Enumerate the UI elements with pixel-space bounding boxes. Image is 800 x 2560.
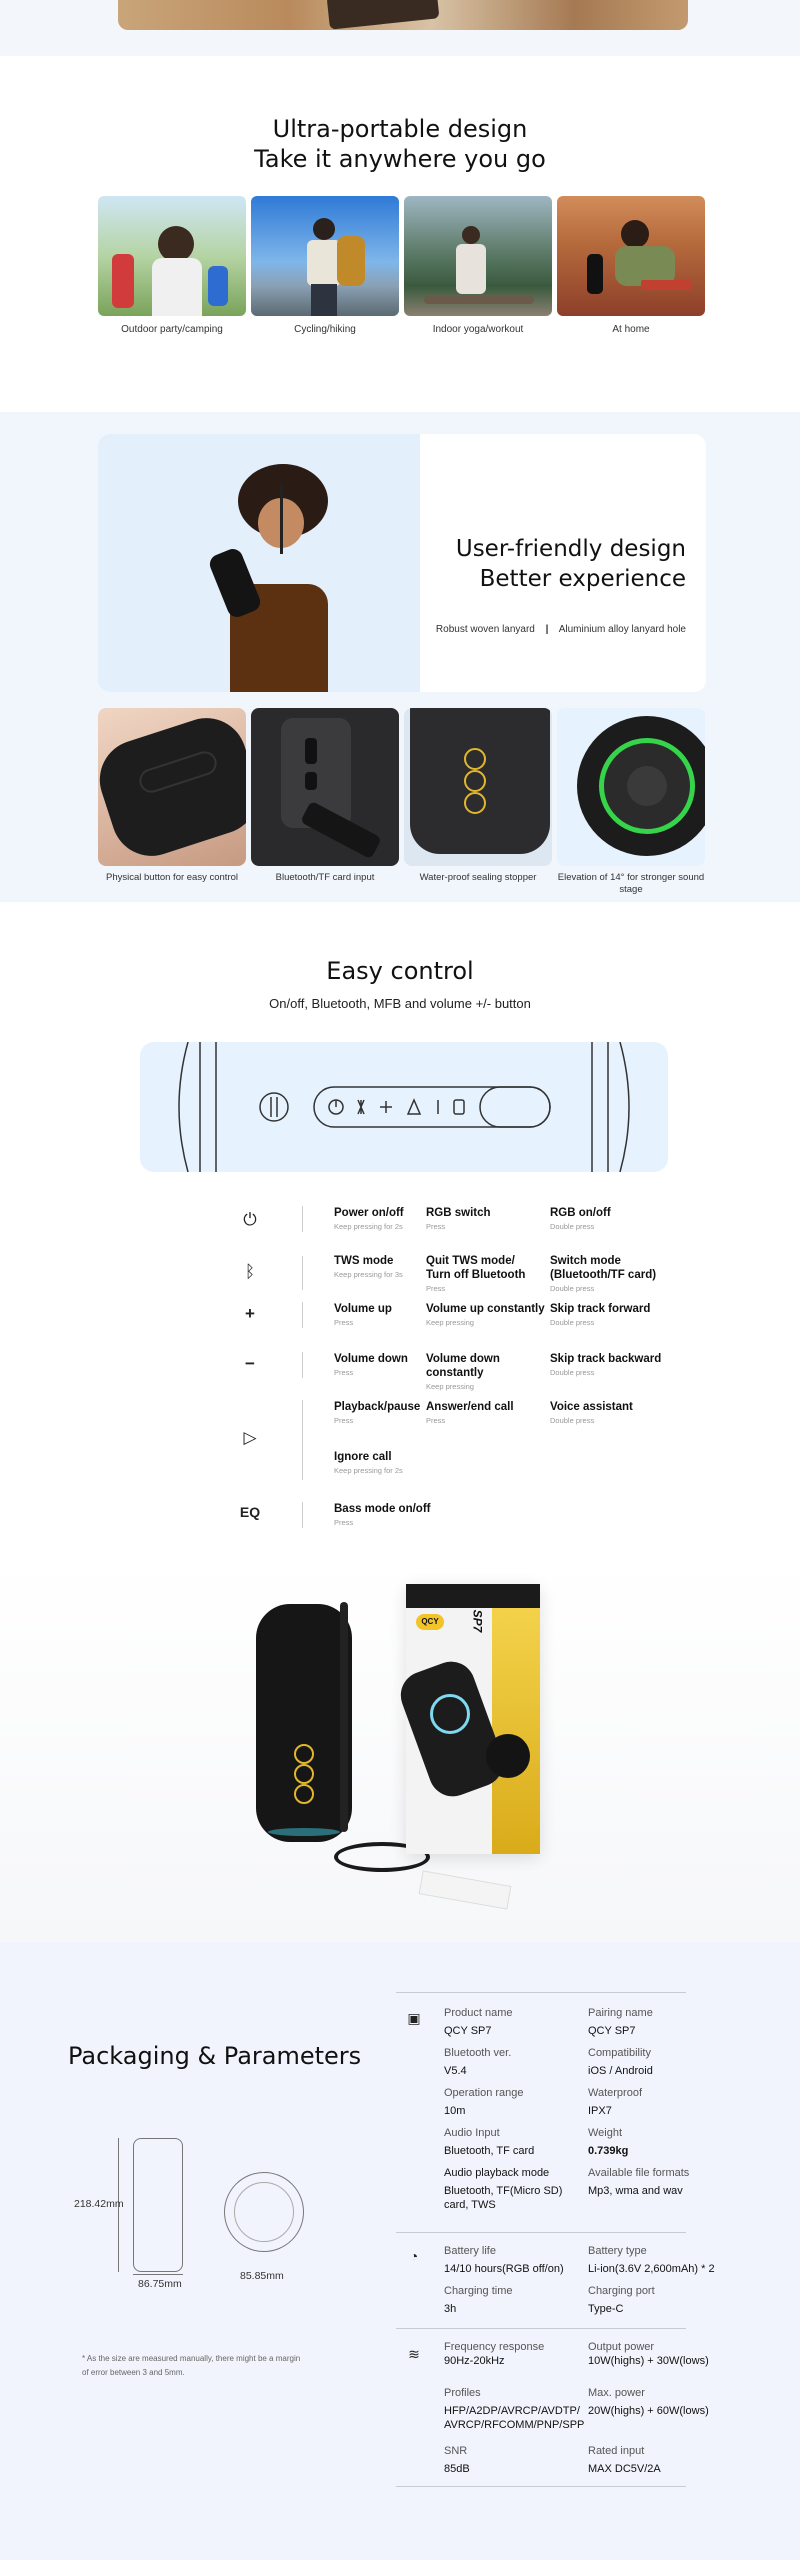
product-box-section [0, 1562, 800, 1942]
portable-title-line2: Take it anywhere you go [254, 145, 546, 173]
scene-caption: At home [612, 324, 650, 335]
spec-item [444, 2126, 594, 2158]
action-hint: Double press [550, 1318, 595, 1327]
scene-photo-party [98, 196, 246, 316]
lifestyle-photo [118, 0, 688, 30]
spec-item [444, 2444, 594, 2476]
action-label: Playback/pause [334, 1401, 421, 1413]
control-action [334, 1450, 454, 1475]
spec-label: Operation range [444, 2087, 524, 2099]
action-hint: Press [334, 1518, 354, 1527]
spec-label: Battery type [588, 2245, 647, 2257]
spec-label: SNR [444, 2445, 468, 2457]
action-hint: Press [334, 1416, 354, 1425]
action-hint: Keep pressing for 3s [334, 1270, 403, 1279]
speaker-top-inner-outline [234, 2182, 294, 2242]
battery-charge-icon: ◔ [409, 2248, 419, 2264]
spec-value: 20W(highs) + 60W(lows) [588, 2405, 709, 2417]
spec-item [588, 2126, 738, 2158]
action-label: Volume up constantly [426, 1303, 545, 1315]
manual-card-image [419, 1870, 512, 1909]
detail-caption: Physical button for easy control [105, 872, 238, 883]
control-action [550, 1352, 680, 1377]
action-hint: Double press [550, 1368, 595, 1377]
control-action [334, 1206, 424, 1231]
spec-item [588, 2284, 738, 2316]
action-label: Bass mode on/off [334, 1503, 431, 1515]
box-model-label: SP7 [470, 1609, 485, 1633]
spec-item [444, 2166, 574, 2212]
control-action [334, 1352, 424, 1377]
spec-item [444, 2046, 594, 2078]
spec-value: 0.739kg [588, 2145, 629, 2157]
size-note [82, 2352, 300, 2380]
control-action [426, 1254, 526, 1293]
scene-caption: Indoor yoga/workout [432, 324, 524, 335]
retail-box-image [406, 1584, 540, 1854]
spec-value: Mp3, wma and wav [588, 2185, 683, 2197]
size-note-line2: of error between 3 and 5mm. [82, 2368, 185, 2377]
row-divider [302, 1206, 303, 1232]
spec-item [588, 2006, 738, 2038]
spec-label: Compatibility [588, 2047, 651, 2059]
row-divider [302, 1256, 303, 1290]
scene-caption: Cycling/hiking [294, 324, 356, 335]
control-row-bluetooth [230, 1252, 680, 1298]
user-friendly-title-line2: Better experience [479, 566, 686, 592]
spec-divider [396, 2232, 686, 2233]
spec-item [444, 2006, 594, 2038]
spec-value: Bluetooth, TF(Micro SD) card, TWS [444, 2185, 563, 2211]
action-label: Volume down constantly [426, 1353, 500, 1379]
spec-label: Audio playback mode [444, 2167, 550, 2179]
action-hint: Keep pressing for 2s [334, 1466, 403, 1475]
feature-lanyard-hole: Aluminium alloy lanyard hole [558, 624, 686, 635]
portable-section [0, 56, 800, 412]
action-label: Volume up [334, 1303, 392, 1315]
spec-value: Type-C [588, 2303, 624, 2315]
action-label: Skip track backward [550, 1353, 662, 1365]
scene-caption: Outdoor party/camping [121, 324, 223, 335]
spec-divider [396, 1992, 686, 1993]
spec-item [444, 2086, 594, 2118]
feature-woven-lanyard: Robust woven lanyard [435, 624, 535, 635]
control-action [550, 1302, 680, 1327]
action-hint: Double press [550, 1284, 595, 1293]
spec-value: 85dB [444, 2463, 470, 2475]
speaker-side-outline [133, 2138, 183, 2272]
action-label: Switch mode (Bluetooth/TF card) [550, 1255, 657, 1281]
model-with-speaker-photo [98, 434, 420, 692]
spec-label: Pairing name [588, 2007, 653, 2019]
action-hint: Double press [550, 1416, 595, 1425]
spec-item [444, 2284, 594, 2316]
feature-divider: | [545, 624, 549, 635]
portable-title-line1: Ultra-portable design [272, 115, 528, 143]
action-label: Quit TWS mode/ Turn off Bluetooth [426, 1255, 526, 1281]
action-label: Skip track forward [550, 1303, 651, 1315]
control-row-eq [230, 1500, 680, 1534]
phone-image [327, 0, 440, 30]
detail-photo-stopper [404, 708, 552, 866]
spec-item [444, 2340, 594, 2368]
action-hint: Press [426, 1222, 446, 1231]
spec-label: Charging time [444, 2285, 513, 2297]
control-action [426, 1206, 546, 1231]
eq-icon: EQ [239, 1504, 261, 1520]
action-label: Voice assistant [550, 1401, 633, 1413]
spec-label: Audio Input [444, 2127, 500, 2139]
parameters-title: Packaging & Parameters [68, 2042, 362, 2070]
spec-item [444, 2386, 584, 2432]
sound-wave-icon: ≋ [408, 2346, 420, 2362]
user-friendly-title-line1: User-friendly design [455, 536, 686, 562]
spec-value: 10m [444, 2105, 466, 2117]
spec-value: QCY SP7 [444, 2025, 492, 2037]
row-divider [302, 1352, 303, 1378]
action-label: RGB on/off [550, 1207, 611, 1219]
width-dimension: 86.75mm [138, 2278, 182, 2290]
spec-value: Bluetooth, TF card [444, 2145, 535, 2157]
user-friendly-section [0, 412, 800, 902]
speaker-top-diagram [140, 1042, 668, 1172]
spec-label: Frequency response [444, 2341, 545, 2353]
play-pause-icon: ▷ [243, 1428, 257, 1447]
width-dimension-line [133, 2274, 183, 2275]
user-friendly-title [456, 534, 686, 594]
spec-label: Bluetooth ver. [444, 2047, 512, 2059]
spec-value: 3h [444, 2303, 457, 2315]
lanyard-image [340, 1602, 348, 1832]
action-label: TWS mode [334, 1255, 394, 1267]
spec-label: Battery life [444, 2245, 496, 2257]
button-panel-drawing [140, 1042, 668, 1172]
spec-value: IPX7 [588, 2105, 612, 2117]
scene-photo-hiking [251, 196, 399, 316]
spec-value: Li-ion(3.6V 2,600mAh) * 2 [588, 2263, 715, 2275]
action-hint: Press [334, 1318, 354, 1327]
easy-control-title: Easy control [326, 957, 474, 985]
easy-control-section [0, 902, 800, 1562]
spec-label: Waterproof [588, 2087, 643, 2099]
power-icon: ⏻ [243, 1210, 257, 1229]
action-hint: Keep pressing [426, 1382, 474, 1391]
spec-label: Output power [588, 2341, 655, 2353]
spec-label: Available file formats [588, 2167, 690, 2179]
control-row-volume-down [230, 1350, 680, 1390]
minus-icon: − [245, 1354, 255, 1373]
spec-item [588, 2046, 738, 2078]
easy-control-subtitle: On/off, Bluetooth, MFB and volume +/- button [269, 996, 531, 1011]
spec-label: Product name [444, 2007, 513, 2019]
spec-value: 14/10 hours(RGB off/on) [444, 2263, 564, 2275]
action-hint: Press [334, 1368, 354, 1377]
spec-label: Profiles [444, 2387, 481, 2399]
row-divider [302, 1400, 303, 1480]
spec-item [588, 2086, 738, 2118]
spec-value: QCY SP7 [588, 2025, 636, 2037]
box-brand-logo: QCY [416, 1614, 444, 1630]
box-icon: ▣ [407, 2010, 421, 2026]
spec-divider [396, 2328, 686, 2329]
control-row-playback [230, 1398, 680, 1482]
scene-photo-home [557, 196, 705, 316]
bluetooth-icon: ᛒ [244, 1262, 256, 1281]
spec-value: HFP/A2DP/AVRCP/AVDTP/ AVRCP/RFCOMM/PNP/SPP [444, 2405, 585, 2431]
speaker-product-image [256, 1604, 352, 1842]
spec-value: 90Hz-20kHz [444, 2355, 505, 2367]
action-hint: Double press [550, 1222, 595, 1231]
spec-item [588, 2166, 738, 2198]
spec-divider [396, 2486, 686, 2487]
action-label: Answer/end call [426, 1401, 514, 1413]
action-label: Ignore call [334, 1451, 392, 1463]
control-row-power [230, 1204, 680, 1238]
detail-caption: Water-proof sealing stopper [419, 872, 537, 883]
parameters-section [0, 1942, 800, 2560]
top-banner-strip [0, 0, 800, 56]
control-action [426, 1400, 546, 1425]
action-label: Power on/off [334, 1207, 404, 1219]
height-dimension: 218.42mm [74, 2198, 124, 2210]
control-row-volume-up [230, 1300, 680, 1340]
spec-label: Charging port [588, 2285, 655, 2297]
spec-label: Rated input [588, 2445, 645, 2457]
spec-item [588, 2340, 738, 2368]
box-yellow-panel [492, 1608, 540, 1854]
spec-value: 10W(highs) + 30W(lows) [588, 2355, 709, 2367]
action-hint: Press [426, 1284, 446, 1293]
control-action [550, 1400, 680, 1425]
detail-caption: Elevation of 14° for stronger sound stage [557, 872, 705, 895]
action-label: Volume down [334, 1353, 408, 1365]
portable-title [0, 114, 800, 174]
control-action [334, 1502, 474, 1527]
action-label: RGB switch [426, 1207, 491, 1219]
spec-value: V5.4 [444, 2065, 467, 2077]
control-action [334, 1400, 424, 1425]
control-action [334, 1254, 424, 1279]
action-hint: Keep pressing [426, 1318, 474, 1327]
action-hint: Press [426, 1416, 446, 1425]
plus-icon: + [245, 1304, 255, 1323]
detail-caption: Bluetooth/TF card input [275, 872, 375, 883]
action-hint: Keep pressing for 2s [334, 1222, 403, 1231]
lanyard-features [436, 624, 686, 635]
spec-label: Max. power [588, 2387, 645, 2399]
row-divider [302, 1502, 303, 1528]
control-action [550, 1254, 660, 1293]
control-action [334, 1302, 424, 1327]
size-note-line1: * As the size are measured manually, there might be a margin [82, 2354, 301, 2363]
spec-item [588, 2386, 738, 2418]
row-divider [302, 1302, 303, 1328]
control-action [426, 1302, 550, 1327]
user-friendly-card [98, 434, 706, 692]
spec-item [588, 2444, 738, 2476]
diameter-dimension: 85.85mm [240, 2270, 284, 2282]
detail-photo-elevation [557, 708, 705, 866]
control-action [550, 1206, 680, 1231]
scene-photo-yoga [404, 196, 552, 316]
detail-photo-ports [251, 708, 399, 866]
spec-item [444, 2244, 594, 2276]
spec-value: iOS / Android [588, 2065, 653, 2077]
spec-label: Weight [588, 2127, 623, 2139]
detail-photo-button [98, 708, 246, 866]
control-action [426, 1352, 550, 1391]
spec-value: MAX DC5V/2A [588, 2463, 661, 2475]
spec-item [588, 2244, 768, 2276]
